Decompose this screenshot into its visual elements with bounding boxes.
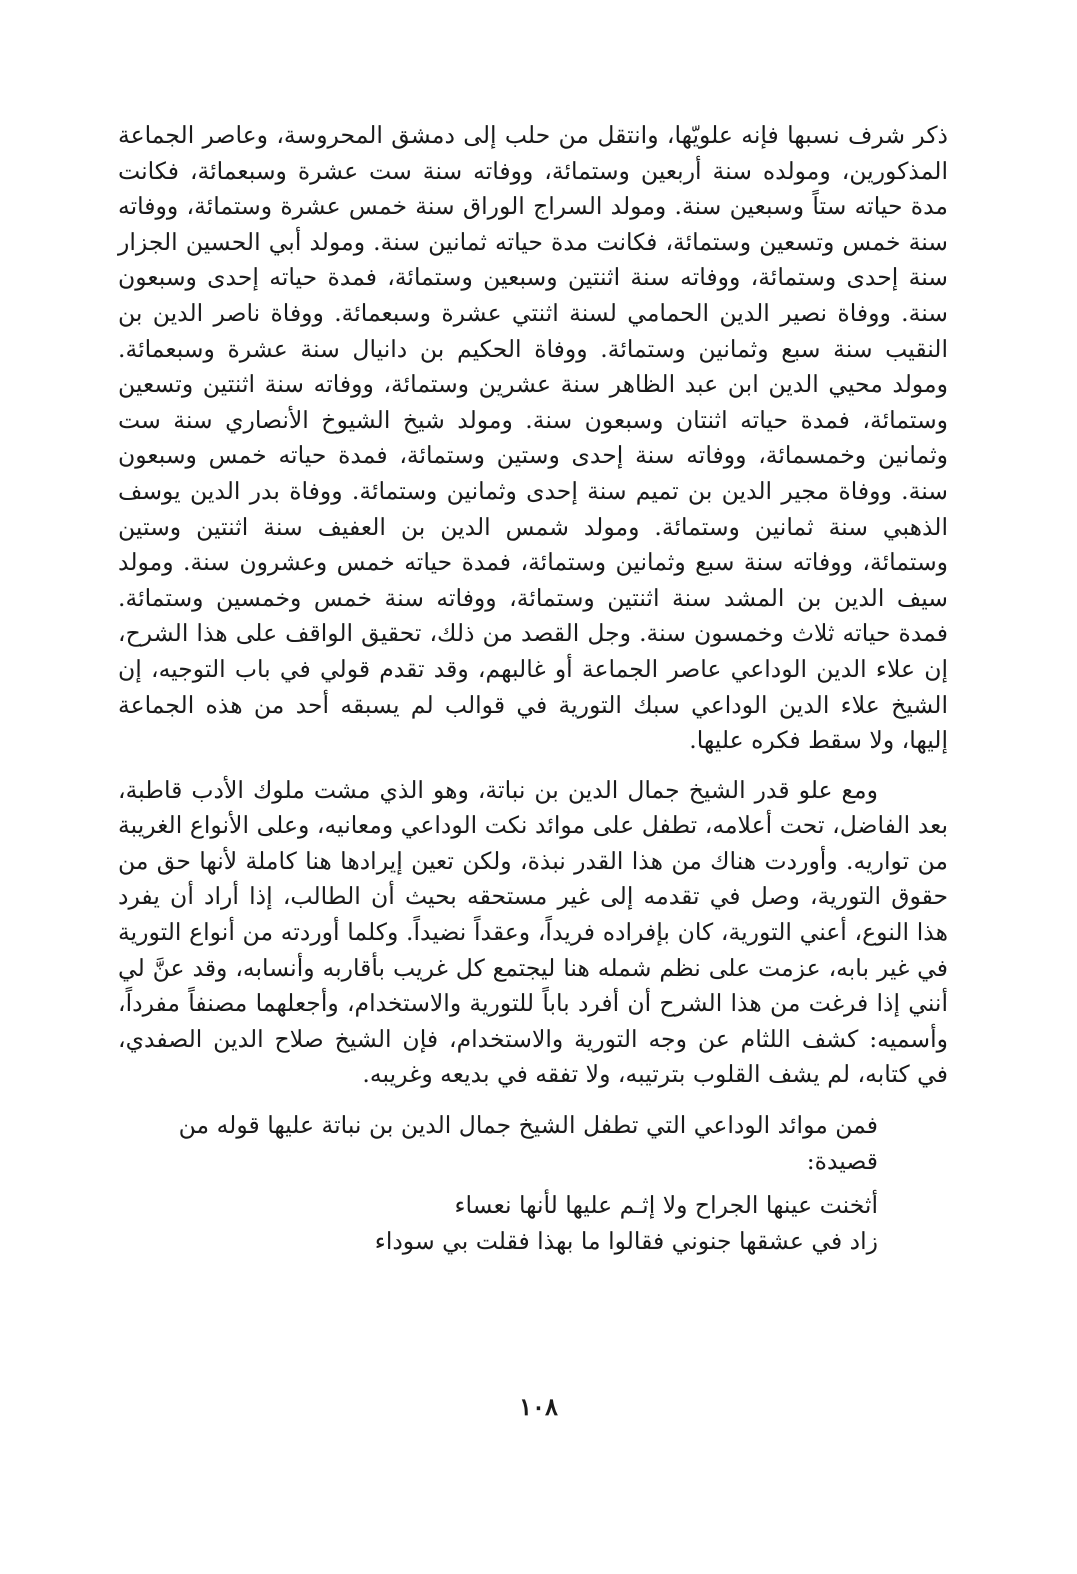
page-number: ١٠٨ [519,1392,558,1421]
paragraph-1: ذكر شرف نسبها فإنه علويّها، وانتقل من حلب إلى دمشق المحروسة، وعاصر الجماعة المذكورين، ومولده سنة أربعين وستمائة، ووفاته سنة ست عشرة وسبعمائة، فكانت مدة حياته ستاً وسبعين سنة. ومولد السراج الوراق سنة خمس عشرة وستمائة، ووفاته سنة خمس وتسعين وستمائة، فكانت مدة حياته ثمانين سنة. ومولد أبي الحسين الجزار سنة إحدى وستمائة، ووفاته سنة اثنتين وسبعين وستمائة، فمدة حياته إحدى وسبعون سنة. ووفاة نصير الدين الحمامي لسنة اثنتي عشرة وسبعمائة. ووفاة ناصر الدين بن النقيب سنة سبع وثمانين وستمائة. ووفاة الحكيم بن دانيال سنة عشرة وسبعمائة. ومولد محيي الدين ابن عبد الظاهر سنة عشرين وستمائة، ووفاته سنة اثنتين وتسعين وستمائة، فمدة حياته اثنتان وسبعون سنة. ومولد شيخ الشيوخ الأنصاري سنة ست وثمانين وخمسمائة، ووفاته سنة إحدى وستين وستمائة، فمدة حياته خمس وسبعون سنة. ووفاة مجير الدين بن تميم سنة إحدى وثمانين وستمائة. ووفاة بدر الدين يوسف الذهبي سنة ثمانين وستمائة. ومولد شمس الدين بن العفيف سنة اثنتين وستين وستمائة، ووفاته سنة سبع وثمانين وستمائة، فمدة حياته خمس وعشرون سنة. ومولد سيف الدين بن المشد سنة اثنتين وستمائة، ووفاته سنة خمس وخمسين وستمائة. فمدة حياته ثلاث وخمسون سنة. وجل القصد من ذلك، تحقيق الواقف على هذا الشرح، إن علاء الدين الوداعي عاصر الجماعة أو غالبهم، وقد تقدم قولي في باب التوجيه، إن الشيخ علاء الدين الوداعي سبك التورية في قوالب لم يسبقه أحد من هذه الجماعة إليها، ولا سقط فكره عليها. [118,121,948,755]
poem-intro-line: فمن موائد الوداعي التي تطفل الشيخ جمال الدين بن نباتة عليها قوله من قصيدة: [178,1111,878,1176]
paragraph-2: ومع علو قدر الشيخ جمال الدين بن نباتة، وهو الذي مشت ملوك الأدب قاطبة، بعد الفاضل، تحت أعلامه، تطفل على موائد نكت الوداعي ومعانيه، وعلى الأنواع الغريبة من تواريه. وأوردت هناك من هذا القدر نبذة، ولكن تعين إيرادها هنا كاملة لأنها حق من حقوق التورية، وصل في تقدمه إلى غير مستحقه بحيث أن الطالب، إذا أراد أن يفرد هذا النوع، أعني التورية، كان بإفراده فريداً، وعقداً نضيداً. وكلما أوردته من أنواع التورية في غير بابه، عزمت على نظم شمله هنا ليجتمع كل غريب بأقاربه وأنسابه، وقد عنَّ لي أنني إذا فرغت من هذا الشرح أن أفرد باباً للتورية والاستخدام، وأجعلهما مصنفاً مفرداً، وأسميه: كشف اللثام عن وجه التورية والاستخدام، فإن الشيخ صلاح الدين الصفدي، في كتابه، لم يشف القلوب بترتيبه، ولا تفقه في بديعه وغريبه. [118,775,948,1089]
poem-block [118,1187,948,1259]
page-body [118,118,948,1259]
poem-verse-2: زاد في عشقها جنوني فقالوا ما بهذا فقلت بي سوداء [374,1227,878,1256]
poem-verse-1: أثخنت عينها الجراح ولا إثـم عليها لأنها نعساء [454,1191,878,1220]
